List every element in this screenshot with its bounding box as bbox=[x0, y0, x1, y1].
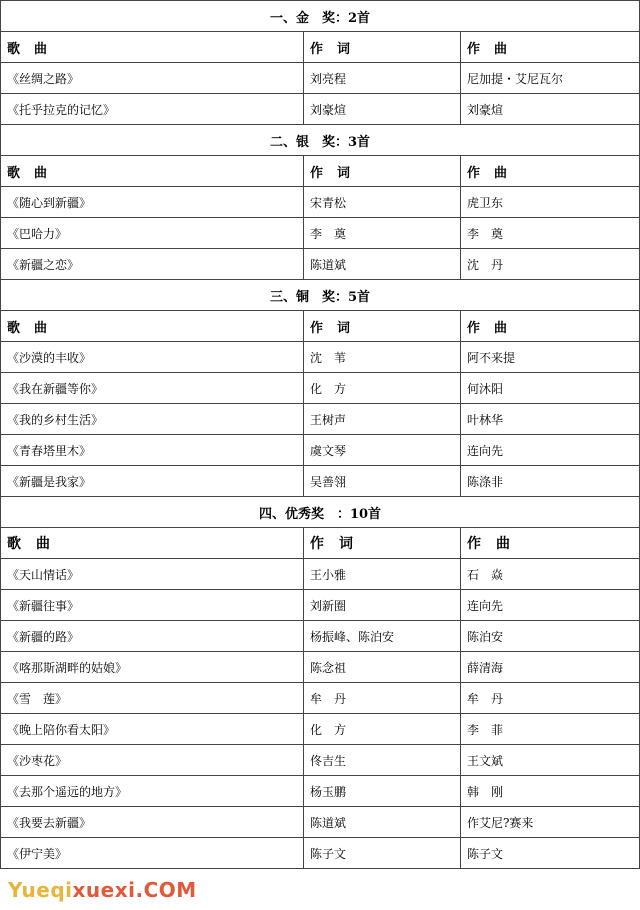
section-title: 二、银 奖：3首 bbox=[1, 125, 640, 156]
column-header-row bbox=[1, 528, 640, 559]
song-title-cell: 《去那个遥远的地方》 bbox=[1, 776, 304, 807]
table-row bbox=[1, 652, 640, 683]
section-title-row bbox=[1, 497, 640, 528]
composer-cell: 连向先 bbox=[461, 590, 640, 621]
song-title-cell: 《沙枣花》 bbox=[1, 745, 304, 776]
header-composer: 作 曲 bbox=[461, 156, 640, 187]
table-row bbox=[1, 373, 640, 404]
table-row bbox=[1, 63, 640, 94]
table-row bbox=[1, 683, 640, 714]
composer-cell: 李 奠 bbox=[461, 218, 640, 249]
watermark-logo bbox=[8, 878, 197, 902]
table-row bbox=[1, 714, 640, 745]
table-row bbox=[1, 745, 640, 776]
lyricist-cell: 化 方 bbox=[304, 373, 461, 404]
song-title-cell: 《新疆的路》 bbox=[1, 621, 304, 652]
table-row bbox=[1, 249, 640, 280]
song-title-cell: 《巴哈力》 bbox=[1, 218, 304, 249]
composer-cell: 虎卫东 bbox=[461, 187, 640, 218]
header-song: 歌 曲 bbox=[1, 32, 304, 63]
lyricist-cell: 王树声 bbox=[304, 404, 461, 435]
song-title-cell: 《天山情话》 bbox=[1, 559, 304, 590]
lyricist-cell: 王小雅 bbox=[304, 559, 461, 590]
lyricist-cell: 陈念祖 bbox=[304, 652, 461, 683]
lyricist-cell: 杨振峰、陈泊安 bbox=[304, 621, 461, 652]
lyricist-cell: 杨玉鹏 bbox=[304, 776, 461, 807]
lyricist-cell: 沈 苇 bbox=[304, 342, 461, 373]
lyricist-cell: 佟吉生 bbox=[304, 745, 461, 776]
section-title-row bbox=[1, 1, 640, 32]
composer-cell: 连向先 bbox=[461, 435, 640, 466]
song-title-cell: 《伊宁美》 bbox=[1, 838, 304, 869]
composer-cell: 作艾尼?赛来 bbox=[461, 807, 640, 838]
song-title-cell: 《我的乡村生活》 bbox=[1, 404, 304, 435]
section-title: 一、金 奖：2首 bbox=[1, 1, 640, 32]
table-row bbox=[1, 559, 640, 590]
column-header-row bbox=[1, 156, 640, 187]
song-title-cell: 《我要去新疆》 bbox=[1, 807, 304, 838]
lyricist-cell: 刘新圈 bbox=[304, 590, 461, 621]
header-song: 歌 曲 bbox=[1, 156, 304, 187]
lyricist-cell: 李 奠 bbox=[304, 218, 461, 249]
header-lyricist: 作 词 bbox=[304, 32, 461, 63]
lyricist-cell: 化 方 bbox=[304, 714, 461, 745]
song-title-cell: 《新疆之恋》 bbox=[1, 249, 304, 280]
table-row bbox=[1, 807, 640, 838]
table-row bbox=[1, 218, 640, 249]
table-row bbox=[1, 466, 640, 497]
column-header-row bbox=[1, 311, 640, 342]
composer-cell: 陈泊安 bbox=[461, 621, 640, 652]
composer-cell: 何沐阳 bbox=[461, 373, 640, 404]
song-title-cell: 《我在新疆等你》 bbox=[1, 373, 304, 404]
song-title-cell: 《晚上陪你看太阳》 bbox=[1, 714, 304, 745]
song-title-cell: 《新疆往事》 bbox=[1, 590, 304, 621]
section-title-row bbox=[1, 125, 640, 156]
composer-cell: 牟 丹 bbox=[461, 683, 640, 714]
lyricist-cell: 陈子文 bbox=[304, 838, 461, 869]
lyricist-cell: 陈道斌 bbox=[304, 807, 461, 838]
header-composer: 作 曲 bbox=[461, 311, 640, 342]
header-song: 歌 曲 bbox=[1, 311, 304, 342]
table-row bbox=[1, 838, 640, 869]
composer-cell: 沈 丹 bbox=[461, 249, 640, 280]
composer-cell: 刘豪煊 bbox=[461, 94, 640, 125]
composer-cell: 韩 刚 bbox=[461, 776, 640, 807]
lyricist-cell: 刘亮程 bbox=[304, 63, 461, 94]
table-row bbox=[1, 435, 640, 466]
section-title: 四、优秀奖 ：10首 bbox=[1, 497, 640, 528]
song-title-cell: 《托乎拉克的记忆》 bbox=[1, 94, 304, 125]
composer-cell: 薛清海 bbox=[461, 652, 640, 683]
composer-cell: 王文斌 bbox=[461, 745, 640, 776]
column-header-row bbox=[1, 32, 640, 63]
watermark-part1: Yueqi bbox=[8, 878, 73, 902]
composer-cell: 尼加提・艾尼瓦尔 bbox=[461, 63, 640, 94]
composer-cell: 叶林华 bbox=[461, 404, 640, 435]
song-title-cell: 《喀那斯湖畔的姑娘》 bbox=[1, 652, 304, 683]
section-title-row bbox=[1, 280, 640, 311]
header-lyricist: 作 词 bbox=[304, 528, 461, 559]
header-lyricist: 作 词 bbox=[304, 311, 461, 342]
composer-cell: 陈子文 bbox=[461, 838, 640, 869]
table-row bbox=[1, 621, 640, 652]
awards-table-body bbox=[1, 1, 640, 869]
song-title-cell: 《沙漠的丰收》 bbox=[1, 342, 304, 373]
composer-cell: 石 焱 bbox=[461, 559, 640, 590]
lyricist-cell: 牟 丹 bbox=[304, 683, 461, 714]
table-row bbox=[1, 590, 640, 621]
table-row bbox=[1, 404, 640, 435]
song-title-cell: 《雪 莲》 bbox=[1, 683, 304, 714]
song-title-cell: 《丝绸之路》 bbox=[1, 63, 304, 94]
header-lyricist: 作 词 bbox=[304, 156, 461, 187]
composer-cell: 李 菲 bbox=[461, 714, 640, 745]
header-song: 歌 曲 bbox=[1, 528, 304, 559]
lyricist-cell: 虞文琴 bbox=[304, 435, 461, 466]
composer-cell: 阿不来提 bbox=[461, 342, 640, 373]
lyricist-cell: 刘豪煊 bbox=[304, 94, 461, 125]
lyricist-cell: 陈道斌 bbox=[304, 249, 461, 280]
table-row bbox=[1, 94, 640, 125]
table-row bbox=[1, 187, 640, 218]
header-composer: 作 曲 bbox=[461, 528, 640, 559]
song-title-cell: 《青春塔里木》 bbox=[1, 435, 304, 466]
composer-cell: 陈涤非 bbox=[461, 466, 640, 497]
section-title: 三、铜 奖：5首 bbox=[1, 280, 640, 311]
lyricist-cell: 宋青松 bbox=[304, 187, 461, 218]
header-composer: 作 曲 bbox=[461, 32, 640, 63]
table-row bbox=[1, 342, 640, 373]
watermark-part2: xuexi.COM bbox=[72, 878, 197, 902]
song-title-cell: 《新疆是我家》 bbox=[1, 466, 304, 497]
song-title-cell: 《随心到新疆》 bbox=[1, 187, 304, 218]
lyricist-cell: 吴善翎 bbox=[304, 466, 461, 497]
table-row bbox=[1, 776, 640, 807]
